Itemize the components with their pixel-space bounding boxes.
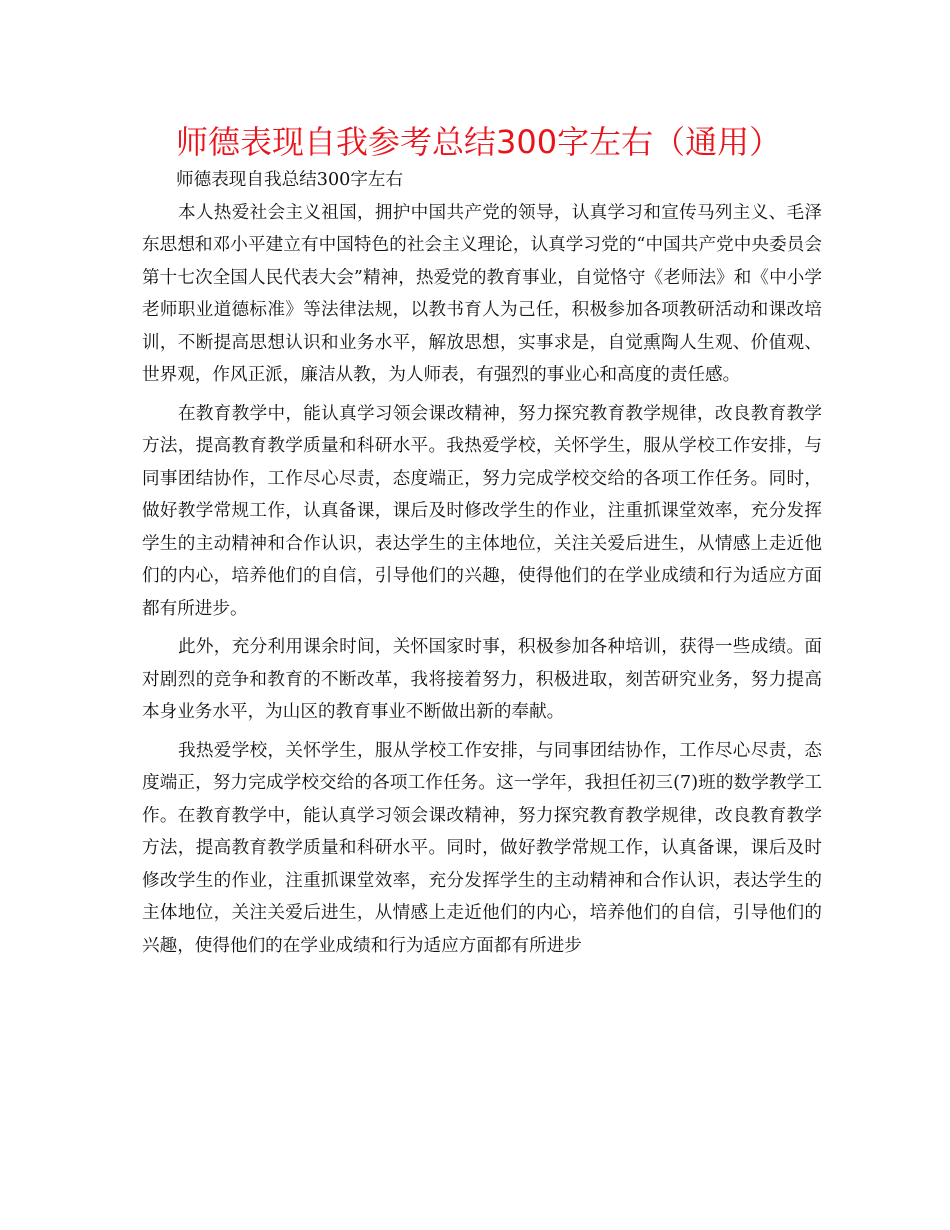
paragraph-1: 本人热爱社会主义祖国，拥护中国共产党的领导，认真学习和宣传马列主义、毛泽东思想和邓小平建立有中国特色的社会主义理论，认真学习党的“中国共产党中央委员会第十七次全国人民代表大会”精神，热爱党的教育事业，自觉恪守《老师法》和《中小学老师职业道德标准》等法律法规，以教书育人为己任，积极参加各项教研活动和课改培训，不断提高思想认识和业务水平，解放思想，实事求是，自觉熏陶人生观、价值观、世界观，作风正派，廉洁从教，为人师表，有强烈的事业心和高度的责任感。 [142,202,822,385]
paragraph-2: 在教育教学中，能认真学习领会课改精神，努力探究教育教学规律，改良教育教学方法，提高教育教学质量和科研水平。我热爱学校，关怀学生，服从学校工作安排，与同事团结协作，工作尽心尽责，态度端正，努力完成学校交给的各项工作任务。同时，做好教学常规工作，认真备课，课后及时修改学生的作业，注重抓课堂效率，充分发挥学生的主动精神和合作认识，表达学生的主体地位，关注关爱后进生，从情感上走近他们的内心，培养他们的自信，引导他们的兴趣，使得他们的在学业成绩和行为适应方面都有所进步。 [142,403,822,619]
document-body [142,164,822,968]
paragraph-3: 此外，充分利用课余时间，关怀国家时事，积极参加各种培训，获得一些成绩。面对剧烈的竞争和教育的不断改革，我将接着努力，积极进取，刻苦研究业务，努力提高本身业务水平，为山区的教育事业不断做出新的奉献。 [142,637,822,722]
document-title: 师德表现自我参考总结300字左右（通用） [176,123,782,161]
paragraph-4: 我热爱学校，关怀学生，服从学校工作安排，与同事团结协作，工作尽心尽责，态度端正，努力完成学校交给的各项工作任务。这一学年，我担任初三(7)班的数学教学工作。在教育教学中，能认真学习领会课改精神，努力探究教育教学规律，改良教育教学方法，提高教育教学质量和科研水平。同时，做好教学常规工作，认真备课，课后及时修改学生的作业，注重抓课堂效率，充分发挥学生的主动精神和合作认识，表达学生的主体地位，关注关爱后进生，从情感上走近他们的内心，培养他们的自信，引导他们的兴趣，使得他们的在学业成绩和行为适应方面都有所进步 [142,740,822,956]
document-subtitle: 师德表现自我总结300字左右 [176,170,404,190]
